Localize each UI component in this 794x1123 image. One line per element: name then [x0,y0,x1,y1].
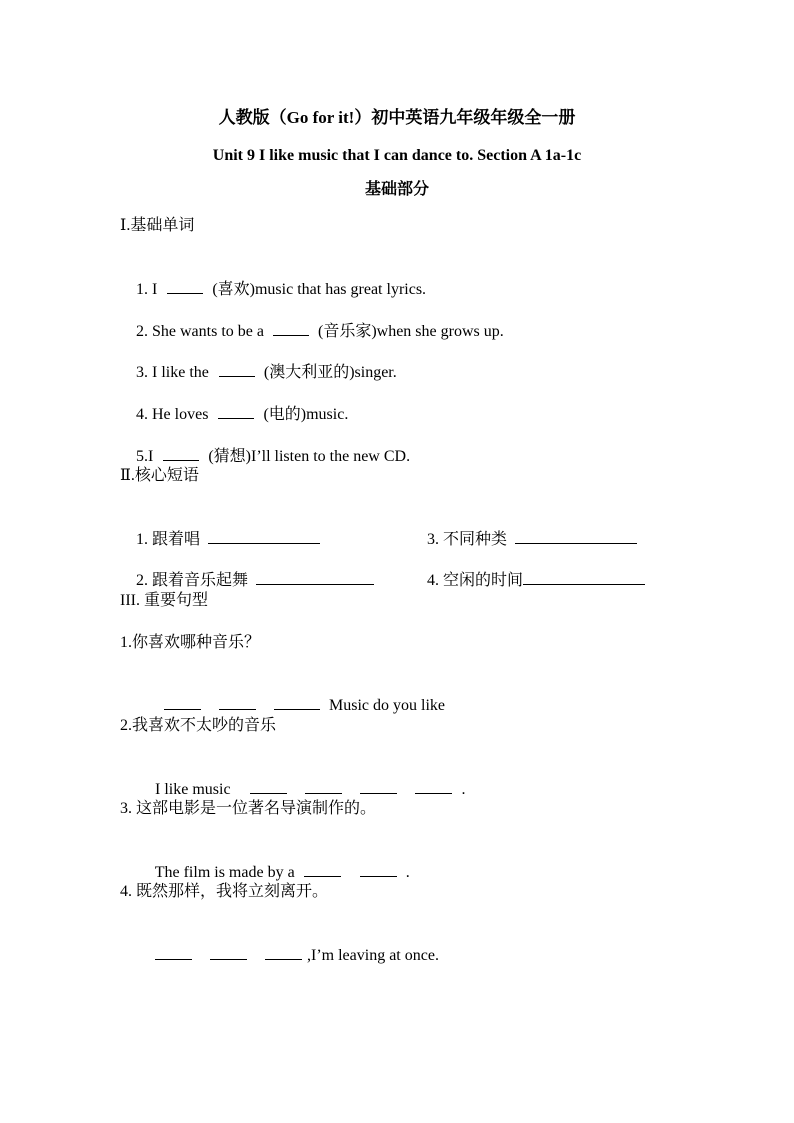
answer-blank[interactable] [265,944,302,960]
answer-blank[interactable] [415,778,452,794]
answer-blank[interactable] [208,528,320,544]
sentence-2-prompt: 2.我喜欢不太吵的音乐 [120,717,277,734]
section-2-heading: Ⅱ.核心短语 [120,467,199,484]
answer-blank[interactable] [360,861,397,877]
answer-blank[interactable] [304,861,341,877]
sentence-3-prompt: 3. 这部电影是一位著名导演制作的。 [120,800,377,817]
answer-blank[interactable] [218,403,254,419]
phrase-item-4 [411,549,645,611]
phrase-item-3-label: 3. 不同种类 [427,531,508,548]
answer-blank[interactable] [360,778,397,794]
answer-blank[interactable] [305,778,342,794]
vocab-item-4-post: (电的)music. [263,406,349,423]
answer-blank[interactable] [164,694,201,710]
answer-blank[interactable] [250,778,287,794]
page-title: 人教版（Go for it!）初中英语九年级年级全一册 [218,108,576,127]
sentence-1-answer-text: Music do you like [329,697,445,714]
vocab-item-2-post: (音乐家)when she grows up. [317,323,504,340]
vocab-item-2-pre: 2. She wants to be a [136,323,264,340]
sentence-3-answer-post: . [405,864,410,881]
sentence-2-answer-pre: I like music [155,781,231,798]
answer-blank[interactable] [163,445,199,461]
answer-blank[interactable] [256,569,374,585]
vocab-item-5-pre: 5.I [136,448,154,465]
answer-blank[interactable] [523,569,645,585]
sentence-3-answer-pre: The film is made by a [154,864,295,881]
sentence-4-answer-text: ,I’m leaving at once. [307,947,439,964]
sentence-4-prompt: 4. 既然那样，我将立刻离开。 [120,883,329,900]
vocab-item-3-pre: 3. I like the [136,364,209,381]
answer-blank[interactable] [515,528,637,544]
part-title: 基础部分 [364,181,429,198]
phrase-item-1-label: 1. 跟着唱 [136,531,201,548]
sentence-2-answer-post: . [461,781,466,798]
vocab-item-1-pre: 1. I [136,281,158,298]
answer-blank[interactable] [167,278,203,294]
vocab-item-5-post: (猜想)I’ll listen to the new CD. [208,448,411,465]
answer-blank[interactable] [219,694,256,710]
answer-blank[interactable] [219,361,255,377]
answer-blank[interactable] [273,320,309,336]
answer-blank[interactable] [274,694,320,710]
sentence-4-answer [139,924,439,986]
answer-blank[interactable] [210,944,247,960]
answer-blank[interactable] [155,944,192,960]
vocab-item-1-post: (喜欢)music that has great lyrics. [212,281,427,298]
phrase-item-4-label: 4. 空闲的时间 [427,572,524,589]
sentence-1-prompt: 1.你喜欢哪种音乐？ [120,634,261,651]
section-1-heading: Ⅰ.基础单词 [120,217,195,234]
vocab-item-3-post: (澳大利亚的)singer. [263,364,397,381]
phrase-item-2-label: 2. 跟着音乐起舞 [136,572,249,589]
unit-title: Unit 9 I like music that I can dance to. Section A 1a-1c [212,147,582,164]
vocab-item-4-pre: 4. He loves [136,406,209,423]
section-3-heading: III. 重要句型 [120,592,208,609]
